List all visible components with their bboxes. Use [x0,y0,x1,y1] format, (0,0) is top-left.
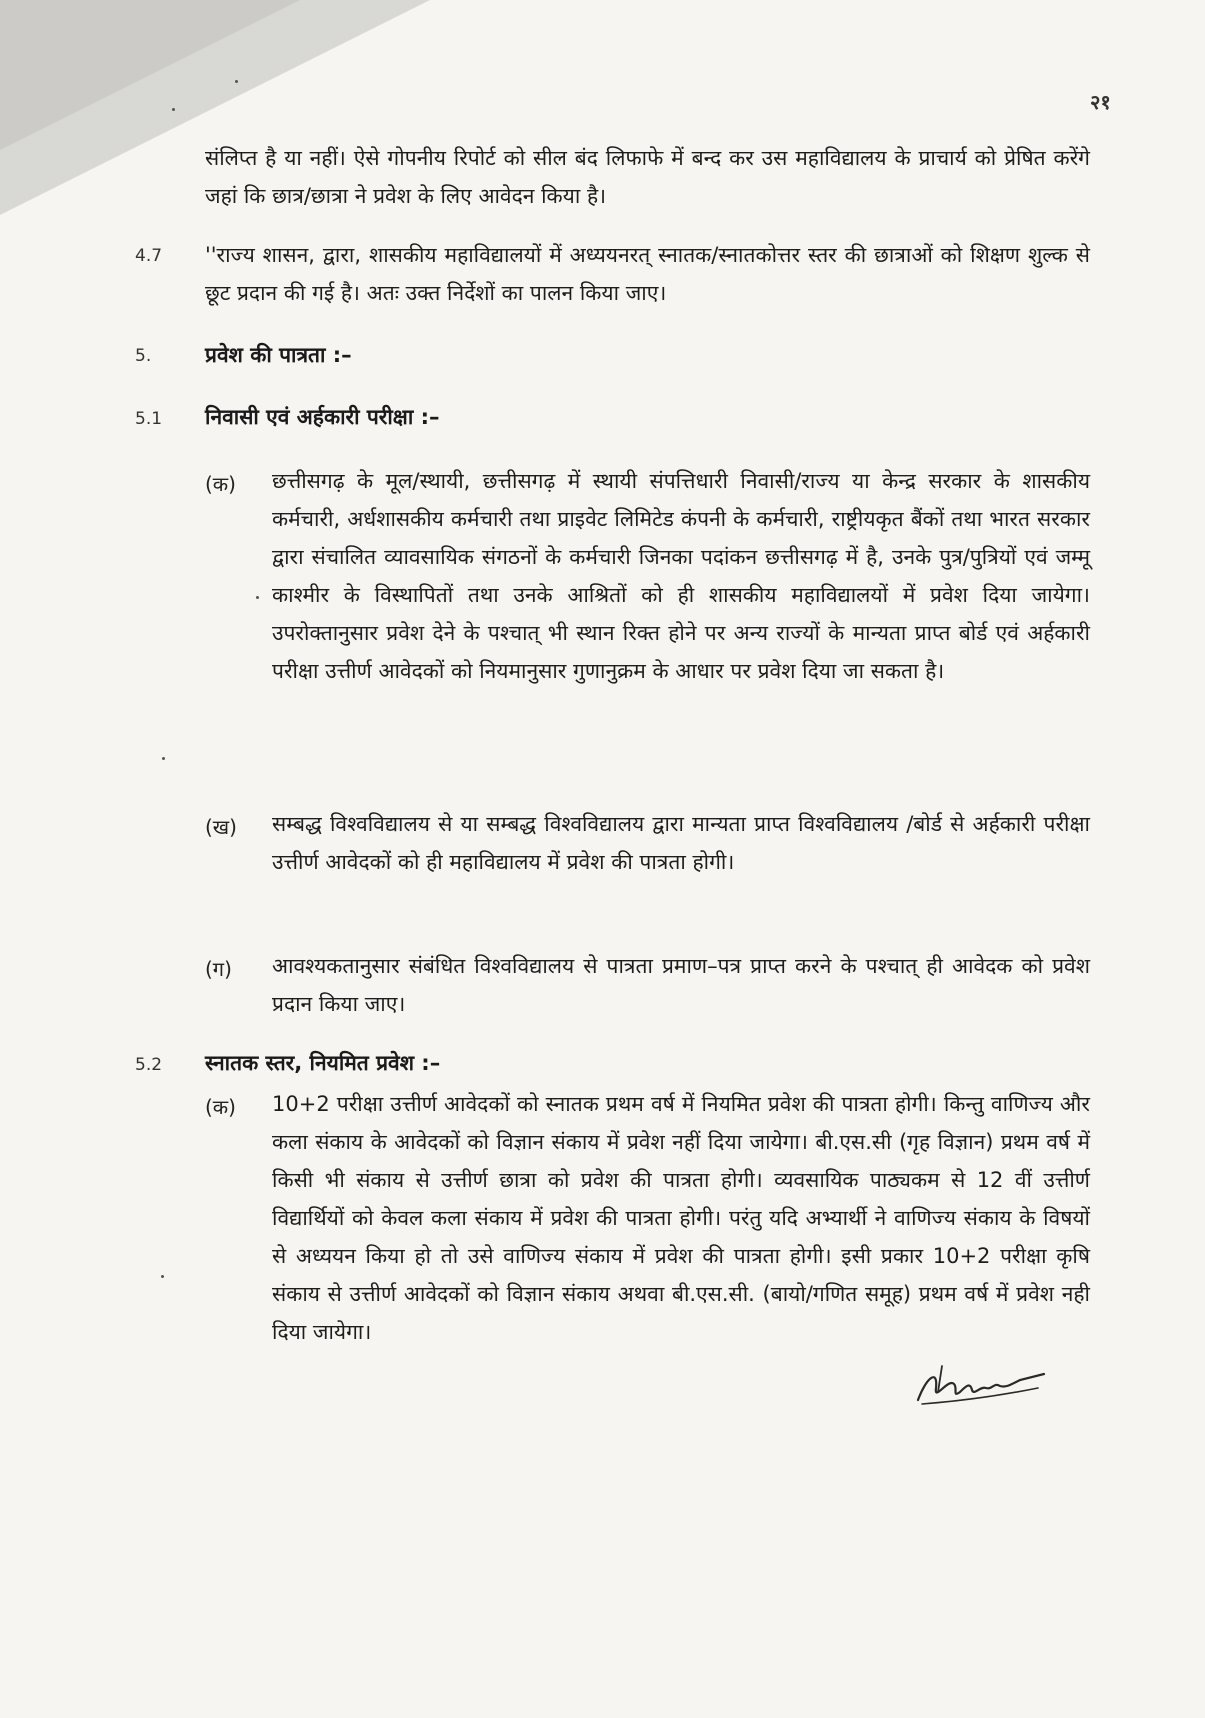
page-number: २१ [1090,90,1111,114]
signature-icon [908,1358,1048,1410]
scan-dot [256,596,259,599]
section-5-2-heading: स्नातक स्तर, नियमित प्रवेश :– [205,1051,441,1075]
section-5-2-number: 5.2 [135,1055,163,1075]
section-5-1-item-label: (ख) [205,815,237,839]
section-5-heading: प्रवेश की पात्रता :– [205,343,352,367]
section-5-2-item-label: (क) [205,1095,236,1119]
section-5-number: 5. [135,346,152,366]
scan-dot [172,108,175,111]
section-5-2-item-text: 10+2 परीक्षा उत्तीर्ण आवेदकों को स्नातक प्रथम वर्ष में नियमित प्रवेश की पात्रता होगी। किन्तु वाणिज्य और कला संकाय के आवेदकों को विज्ञान संकाय में प्रवेश नहीं दिया जायेगा। बी.एस.सी (गृह विज्ञान) प्रथम वर्ष में किसी भी संकाय से उत्तीर्ण छात्रा को प्रवेश की पात्रता होगी। व्यवसायिक पाठ्यकम से 12 वीं उत्तीर्ण विद्यार्थियों को केवल कला संकाय में प्रवेश की पात्रता होगी। परंतु यदि अभ्यार्थी ने वाणिज्य संकाय के विषयों से अध्ययन किया हो तो उसे वाणिज्य संकाय में प्रवेश की पात्रता होगी। इसी प्रकार 10+2 परीक्षा कृषि संकाय से उत्तीर्ण आवेदकों को विज्ञान संकाय अथवा बी.एस.सी. (बायो/गणित समूह) प्रथम वर्ष में प्रवेश नही दिया जायेगा। [272,1092,1090,1344]
scan-dot [162,757,165,760]
section-5-1-number: 5.1 [135,409,163,429]
section-5-1-item-text: आवश्यकतानुसार संबंधित विश्वविद्यालय से पात्रता प्रमाण–पत्र प्राप्त करने के पश्चात् ही आवेदक को प्रवेश प्रदान किया जाए। [272,954,1090,1016]
intro-paragraph: संलिप्त है या नहीं। ऐसे गोपनीय रिपोर्ट को सील बंद लिफाफे में बन्द कर उस महाविद्यालय के प्राचार्य को प्रेषित करेंगे जहां कि छात्र/छात्रा ने प्रवेश के लिए आवेदन किया है। [205,146,1090,208]
section-5-1-item-label: (ग) [205,957,232,981]
section-5-1-item-text: सम्बद्ध विश्वविद्यालय से या सम्बद्ध विश्वविद्यालय द्वारा मान्यता प्राप्त विश्वविद्यालय /बोर्ड से अर्हकारी परीक्षा उत्तीर्ण आवेदकों को ही महाविद्यालय में प्रवेश की पात्रता होगी। [272,812,1090,874]
section-5-1-item-text: छत्तीसगढ़ के मूल/स्थायी, छत्तीसगढ़ में स्थायी संपत्तिधारी निवासी/राज्य या केन्द्र सरकार के शासकीय कर्मचारी, अर्धशासकीय कर्मचारी तथा प्राइवेट लिमिटेड कंपनी के कर्मचारी, राष्ट्रीयकृत बैंकों तथा भारत सरकार द्वारा संचालित व्यावसायिक संगठनों के कर्मचारी जिनका पदांकन छत्तीसगढ़ में है, उनके पुत्र/पुत्रियों एवं जम्मू काश्मीर के विस्थापितों तथा उनके आश्रितों को ही शासकीय महाविद्यालयों में प्रवेश दिया जायेगा। उपरोक्तानुसार प्रवेश देने के पश्चात् भी स्थान रिक्त होने पर अन्य राज्यों के मान्यता प्राप्त बोर्ड एवं अर्हकारी परीक्षा उत्तीर्ण आवेदकों को नियमानुसार गुणानुक्रम के आधार पर प्रवेश दिया जा सकता है। [272,469,1090,683]
scan-dot [235,80,238,83]
section-5-1-heading: निवासी एवं अर्हकारी परीक्षा :– [205,405,440,429]
section-5-1-item-label: (क) [205,472,236,496]
scan-dot [161,1275,164,1278]
section-4-7-number: 4.7 [135,246,163,266]
section-4-7-text: ''राज्य शासन, द्वारा, शासकीय महाविद्यालयों में अध्ययनरत् स्नातक/स्नातकोत्तर स्तर की छात्राओं को शिक्षण शुल्क से छूट प्रदान की गई है। अतः उक्त निर्देशों का पालन किया जाए। [205,243,1090,305]
